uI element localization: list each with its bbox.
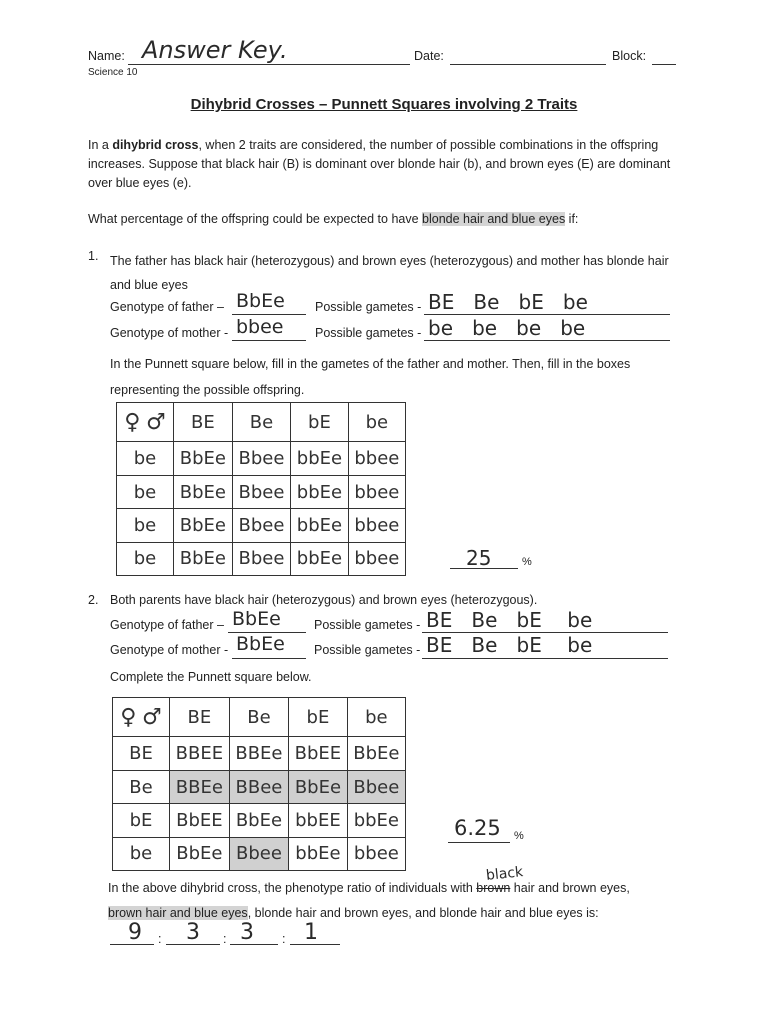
q1-offspring-cell: BbEe bbox=[174, 542, 233, 575]
ratio-value-1: 9 bbox=[128, 920, 142, 945]
table-row bbox=[113, 770, 406, 803]
q2-col-gamete: BE bbox=[170, 698, 230, 737]
intro-post: , when 2 traits are considered, the number of possible combinations in the offspring increases. Suppose that black hair (B) is dominant over blonde hair (b), and brown eyes (E) are dominant over blue eyes (e). bbox=[88, 138, 671, 190]
q1-offspring-cell: Bbee bbox=[232, 442, 290, 475]
table-row bbox=[113, 837, 406, 870]
q2-header-row bbox=[113, 698, 406, 737]
ratio-line-2 bbox=[166, 944, 220, 945]
q2-offspring-cell: BBEE bbox=[170, 737, 230, 770]
phenotype-mid: hair and brown eyes, bbox=[510, 881, 630, 895]
q2-offspring-cell: BbEe bbox=[229, 804, 288, 837]
q2-offspring-cell: BbEe bbox=[170, 837, 230, 870]
phenotype-correction: black bbox=[485, 864, 524, 884]
q2-offspring-cell: BBEe bbox=[229, 737, 288, 770]
ratio-line-4 bbox=[290, 944, 340, 945]
table-row bbox=[117, 542, 406, 575]
q2-text: Both parents have black hair (heterozygous) and brown eyes (heterozygous). bbox=[110, 593, 538, 607]
q2-punnett-square bbox=[112, 697, 406, 871]
q1-col-gamete: be bbox=[348, 403, 405, 442]
intro-bold: dihybrid cross bbox=[112, 138, 199, 152]
q1-row-gamete: be bbox=[117, 442, 174, 475]
q2-row-gamete: bE bbox=[113, 804, 170, 837]
q1-col-gamete: Be bbox=[232, 403, 290, 442]
phenotype-line2 bbox=[108, 906, 688, 920]
q1-gametes-label-mother: Possible gametes - bbox=[315, 326, 422, 340]
q1-offspring-cell: Bbee bbox=[232, 509, 290, 542]
table-row bbox=[117, 475, 406, 508]
male-icon: ♂ bbox=[146, 409, 166, 435]
q1-number: 1. bbox=[88, 249, 99, 263]
phenotype-line1 bbox=[108, 881, 688, 895]
q2-row-gamete: Be bbox=[113, 770, 170, 803]
q2-col-gamete: be bbox=[347, 698, 405, 737]
q2-mother-value: BbEe bbox=[236, 633, 285, 655]
q1-answer-line bbox=[450, 568, 518, 569]
q2-father-value: BbEe bbox=[232, 608, 281, 630]
q1-corner-cell bbox=[117, 403, 174, 442]
q1-offspring-cell: BbEe bbox=[174, 509, 233, 542]
q2-offspring-cell: Bbee bbox=[229, 837, 288, 870]
q1-father-value: BbEe bbox=[236, 290, 285, 312]
q1-row-gamete: be bbox=[117, 542, 174, 575]
q2-offspring-cell: BbEE bbox=[289, 737, 348, 770]
intro-paragraph bbox=[88, 136, 688, 193]
q1-offspring-cell: BbEe bbox=[174, 475, 233, 508]
q1-offspring-cell: Bbee bbox=[232, 542, 290, 575]
q2-mother-gametes-line bbox=[422, 658, 668, 659]
ratio-line-1 bbox=[110, 944, 154, 945]
table-row bbox=[117, 509, 406, 542]
q2-offspring-cell: bbEE bbox=[289, 804, 348, 837]
q1-father-label: Genotype of father – bbox=[110, 300, 224, 314]
q1-answer: 25 bbox=[466, 546, 492, 570]
q1-offspring-cell: bbee bbox=[348, 542, 405, 575]
question-text bbox=[88, 210, 688, 229]
q2-instructions: Complete the Punnett square below. bbox=[110, 670, 312, 684]
q2-father-label: Genotype of father – bbox=[110, 618, 224, 632]
date-line bbox=[450, 64, 606, 65]
q2-offspring-cell: BbEE bbox=[170, 804, 230, 837]
q1-father-gametes: BE Be bE be bbox=[428, 290, 588, 314]
q1-row-gamete: be bbox=[117, 475, 174, 508]
q2-corner-cell bbox=[113, 698, 170, 737]
q1-offspring-cell: bbEe bbox=[291, 442, 349, 475]
q2-gametes-label-mother: Possible gametes - bbox=[314, 643, 421, 657]
q1-offspring-cell: bbee bbox=[348, 442, 405, 475]
q1-header-row bbox=[117, 403, 406, 442]
q1-mother-line bbox=[232, 340, 306, 341]
q1-offspring-cell: Bbee bbox=[232, 475, 290, 508]
ratio-sep-3: : bbox=[282, 932, 286, 946]
q2-offspring-cell: BBEe bbox=[170, 770, 230, 803]
q2-number: 2. bbox=[88, 593, 99, 607]
q2-gametes-label-father: Possible gametes - bbox=[314, 618, 421, 632]
q2-offspring-cell: BbEe bbox=[289, 770, 348, 803]
q1-mother-value: bbee bbox=[236, 316, 284, 338]
q1-mother-label: Genotype of mother - bbox=[110, 326, 229, 340]
q1-offspring-cell: bbEe bbox=[291, 475, 349, 508]
question-post: if: bbox=[565, 212, 579, 226]
q1-offspring-cell: bbee bbox=[348, 475, 405, 508]
q2-offspring-cell: bbEe bbox=[347, 804, 405, 837]
name-line bbox=[128, 64, 410, 65]
q1-instructions: In the Punnett square below, fill in the gametes of the father and mother. Then, fill in the boxes representing the possible offspring. bbox=[110, 357, 631, 397]
q2-mother-line bbox=[232, 658, 306, 659]
table-row bbox=[117, 442, 406, 475]
q2-offspring-cell: bbEe bbox=[289, 837, 348, 870]
ratio-sep-2: : bbox=[223, 932, 227, 946]
q2-row-gamete: BE bbox=[113, 737, 170, 770]
q1-col-gamete: bE bbox=[291, 403, 349, 442]
intro-pre: In a bbox=[88, 138, 113, 152]
q2-answer: 6.25 bbox=[454, 816, 501, 840]
phenotype-pre: In the above dihybrid cross, the phenotype ratio of individuals with bbox=[108, 881, 477, 895]
question-highlight: blonde hair and blue eyes bbox=[422, 212, 566, 226]
q1-father-line bbox=[232, 314, 306, 315]
q1-punnett-square bbox=[116, 402, 406, 576]
female-icon: ♀ bbox=[124, 409, 141, 435]
ratio-value-2: 3 bbox=[186, 920, 200, 945]
q2-col-gamete: Be bbox=[229, 698, 288, 737]
course-label: Science 10 bbox=[88, 67, 138, 78]
q2-father-gametes: BE Be bE be bbox=[426, 608, 593, 632]
page-title: Dihybrid Crosses – Punnett Squares involving 2 Traits bbox=[190, 96, 578, 113]
female-icon: ♀ bbox=[120, 704, 137, 730]
block-label: Block: bbox=[612, 49, 647, 63]
q1-col-gamete: BE bbox=[174, 403, 233, 442]
q2-row-gamete: be bbox=[113, 837, 170, 870]
phenotype-highlight: brown hair and blue eyes bbox=[108, 906, 248, 920]
phenotype-post: , blonde hair and brown eyes, and blonde hair and blue eyes is: bbox=[247, 906, 599, 920]
q2-mother-gametes: BE Be bE be bbox=[426, 633, 593, 657]
phenotype-struck: brown bbox=[476, 881, 511, 895]
q2-offspring-cell: Bbee bbox=[347, 770, 405, 803]
q1-offspring-cell: bbEe bbox=[291, 542, 349, 575]
q2-percent: % bbox=[514, 830, 524, 842]
name-label: Name: bbox=[88, 49, 125, 63]
ratio-value-4: 1 bbox=[304, 920, 318, 945]
q2-mother-label: Genotype of mother - bbox=[110, 643, 229, 657]
ratio-value-3: 3 bbox=[240, 920, 254, 945]
q1-offspring-cell: bbEe bbox=[291, 509, 349, 542]
q1-mother-gametes: be be be be bbox=[428, 316, 586, 340]
q1-mother-gametes-line bbox=[424, 340, 670, 341]
q2-offspring-cell: BBee bbox=[229, 770, 288, 803]
name-value: Answer Key. bbox=[142, 36, 288, 64]
q2-offspring-cell: BbEe bbox=[347, 737, 405, 770]
q1-offspring-cell: BbEe bbox=[174, 442, 233, 475]
q1-father-gametes-line bbox=[424, 314, 670, 315]
q1-offspring-cell: bbee bbox=[348, 509, 405, 542]
question-pre: What percentage of the offspring could be expected to have bbox=[88, 212, 423, 226]
ratio-line-3 bbox=[230, 944, 278, 945]
table-row bbox=[113, 737, 406, 770]
q1-text: The father has black hair (heterozygous) and brown eyes (heterozygous) and mother has blonde hair and blue eyes bbox=[110, 254, 669, 292]
ratio-sep-1: : bbox=[158, 932, 162, 946]
date-label: Date: bbox=[414, 49, 444, 63]
table-row bbox=[113, 804, 406, 837]
q1-percent: % bbox=[522, 556, 532, 568]
q2-col-gamete: bE bbox=[289, 698, 348, 737]
male-icon: ♂ bbox=[142, 704, 162, 730]
block-line bbox=[652, 64, 676, 65]
q2-answer-line bbox=[448, 842, 510, 843]
q2-offspring-cell: bbee bbox=[347, 837, 405, 870]
q1-gametes-label-father: Possible gametes - bbox=[315, 300, 422, 314]
q1-row-gamete: be bbox=[117, 509, 174, 542]
